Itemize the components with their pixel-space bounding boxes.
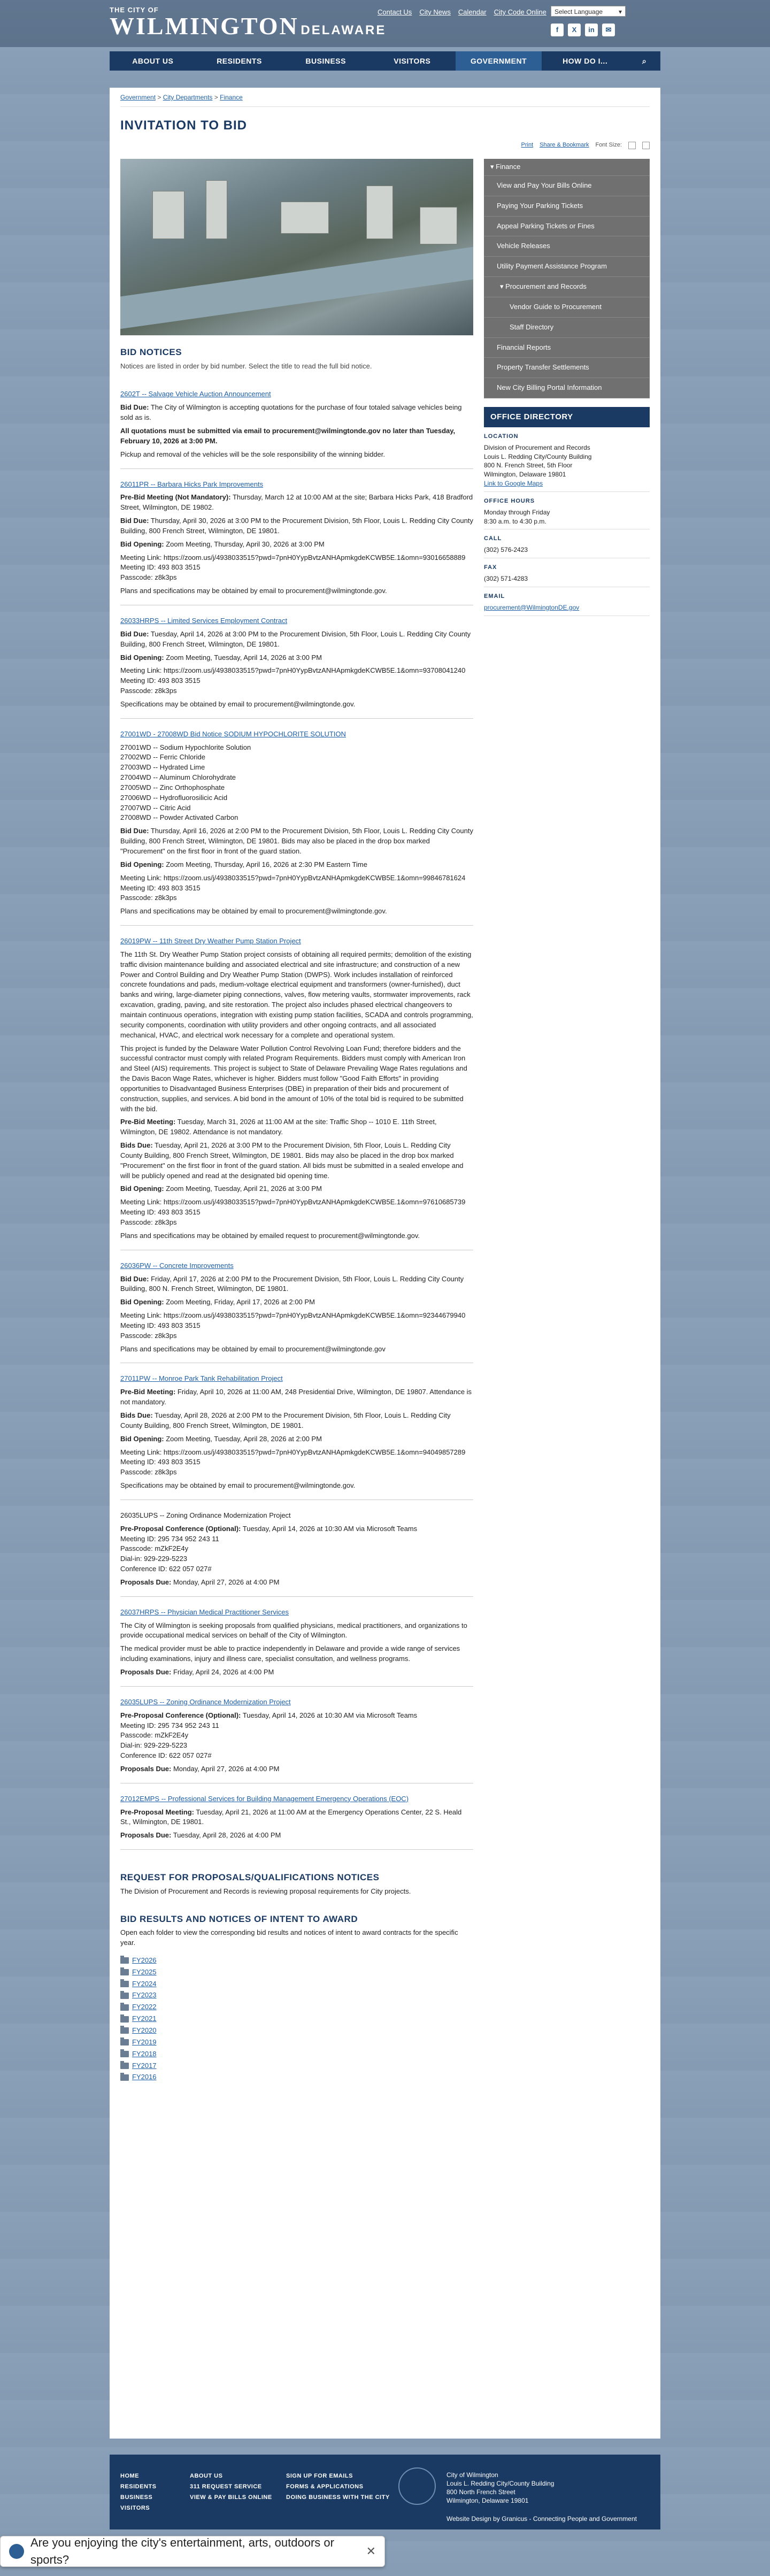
folder-item[interactable] <box>120 2014 473 2024</box>
office-directory <box>484 407 650 616</box>
bid-detail: Bid Opening: Zoom Meeting, Thursday, April 30, 2026 at 3:00 PM <box>120 540 325 548</box>
fax-label: FAX <box>484 564 497 571</box>
bid-detail: Proposals Due: Monday, April 27, 2026 at 4:00 PM <box>120 1578 280 1586</box>
nav-item-visitors[interactable]: VISITORS <box>394 56 431 65</box>
bid-notices-intro: Notices are listed in order by bid number. Select the title to read the full bid notice. <box>120 362 372 370</box>
phone-number[interactable]: (302) 576-2423 <box>484 546 528 554</box>
bid-title-link[interactable]: 27012EMPS -- Professional Services for Building Management Emergency Operations (EOC) <box>120 1794 409 1803</box>
bid-detail: Bid Due: Thursday, April 30, 2026 at 3:00 PM to the Procurement Division, 5th Floor, Louis L. Redding City County Building, 800 French Street, Wilmington, DE 19801. <box>120 517 473 535</box>
logo-small-text: THE CITY OF <box>110 6 159 14</box>
folder-item[interactable] <box>120 1990 473 2001</box>
language-select-label: Select Language <box>555 8 603 16</box>
folder-link[interactable]: FY2017 <box>132 2061 157 2070</box>
footer-link[interactable]: SIGN UP FOR EMAILS <box>286 2473 353 2479</box>
bid-title-link[interactable]: 26011PR -- Barbara Hicks Park Improvements <box>120 480 264 488</box>
folder-item[interactable] <box>120 2002 473 2012</box>
hours-text: Monday through Friday 8:30 a.m. to 4:30 p.m. <box>484 508 550 525</box>
photo-building <box>420 207 457 244</box>
bid-notice <box>120 1363 473 1500</box>
font-size-label: Font Size: <box>595 142 622 148</box>
folder-list <box>120 1956 473 2082</box>
folder-icon <box>120 1957 129 1964</box>
rfp-text: The Division of Procurement and Records is reviewing proposal requirements for City projects. <box>120 1887 411 1895</box>
bid-detail: Meeting Link: https://zoom.us/j/4938033515?pwd=7pnH0YypBvtzANHApmkgdeKCWB5E.1&omn=92344679940 Meeting ID: 493 803 3515 Passcode: z8k3ps <box>120 1311 466 1340</box>
sidebar-item-utility-payment-assistance-program[interactable]: Utility Payment Assistance Program <box>484 257 650 277</box>
chevron-down-icon: ▾ <box>618 8 622 16</box>
bid-detail: Plans and specifications may be obtained by email to procurement@wilmingtonde.gov. <box>120 907 387 916</box>
bid-detail: Bid Opening: Zoom Meeting, Friday, April 17, 2026 at 2:00 PM <box>120 1298 315 1306</box>
bid-list <box>120 379 473 1850</box>
folder-icon <box>120 2051 129 2057</box>
folder-icon <box>120 2027 129 2034</box>
email-icon[interactable]: ✉ <box>602 24 615 36</box>
bid-title-link[interactable]: 26033HRPS -- Limited Services Employment Contract <box>120 616 288 625</box>
sidebar-item-financial-reports[interactable]: Financial Reports <box>484 338 650 358</box>
city-seal-icon <box>398 2467 436 2505</box>
folder-item[interactable] <box>120 2037 473 2048</box>
sidebar-item-paying-your-parking-tickets[interactable]: Paying Your Parking Tickets <box>484 196 650 217</box>
photo-building <box>152 191 184 239</box>
top-link-city-news[interactable]: City News <box>419 8 451 16</box>
bid-detail: Pre-Proposal Meeting: Tuesday, April 21, 2026 at 11:00 AM at the Emergency Operations Center, 22 S. Heald St., Wilmington, DE 19801. <box>120 1808 462 1826</box>
bid-notice <box>120 1597 473 1687</box>
survey-bar <box>0 2536 385 2567</box>
bid-detail: The City of Wilmington is seeking proposals from qualified physicians, medical practitioners, and organizations to provide occupational medical services on behalf of the City of Wilmington. <box>120 1621 467 1640</box>
nav-item-government[interactable]: GOVERNMENT <box>456 51 542 71</box>
folder-item[interactable] <box>120 1956 473 1966</box>
office-directory-heading: OFFICE DIRECTORY <box>484 407 650 427</box>
footer-credit[interactable]: Website Design by Granicus - Connecting People and Government <box>446 2515 637 2523</box>
sidebar-menu-header[interactable]: ▾ Finance <box>484 159 650 176</box>
bid-detail: Bids Due: Tuesday, April 28, 2026 at 2:00 PM to the Procurement Division, 5th Floor, Louis L. Redding City County Building, 800 French Street, Wilmington, DE 19801. <box>120 1411 451 1429</box>
folder-link[interactable]: FY2025 <box>132 1967 157 1976</box>
bid-title: 26035LUPS -- Zoning Ordinance Modernization Project <box>120 1511 291 1519</box>
bid-detail: Bid Opening: Zoom Meeting, Tuesday, April 28, 2026 at 2:00 PM <box>120 1434 322 1443</box>
sidebar <box>484 159 650 616</box>
bid-detail: Bid Due: Tuesday, April 14, 2026 at 3:00 PM to the Procurement Division, 5th Floor, Louis L. Redding City County Building, 800 French Street, Wilmington, DE 19801. <box>120 629 471 648</box>
hours-label: OFFICE HOURS <box>484 497 535 504</box>
footer-link[interactable]: BUSINESS <box>120 2494 153 2501</box>
bid-detail: Bid Due: The City of Wilmington is accepting quotations for the purchase of four totaled salvage vehicles being sold as is. <box>120 403 462 422</box>
bid-detail: Bid Opening: Zoom Meeting, Tuesday, April 21, 2026 at 3:00 PM <box>120 1185 322 1193</box>
bid-detail: Meeting Link: https://zoom.us/j/4938033515?pwd=7pnH0YypBvtzANHApmkgdeKCWB5E.1&omn=93708041240 Meeting ID: 493 803 3515 Passcode: z8k3ps <box>120 666 466 695</box>
share-link[interactable]: Share & Bookmark <box>540 142 589 148</box>
breadcrumb <box>120 93 650 107</box>
google-maps-link[interactable]: Link to Google Maps <box>484 480 543 487</box>
breadcrumb-link[interactable]: Government <box>120 94 156 101</box>
search-icon[interactable]: ⌕ <box>642 56 647 65</box>
folder-link[interactable]: FY2016 <box>132 2073 157 2081</box>
bid-notices-heading: BID NOTICES <box>120 347 182 357</box>
font-increase-button[interactable] <box>642 142 650 149</box>
site-header <box>0 0 770 47</box>
photo-building <box>366 186 393 239</box>
sidebar-item-vendor-guide-to-procurement[interactable]: Vendor Guide to Procurement <box>484 297 650 318</box>
bid-detail: Proposals Due: Tuesday, April 28, 2026 at 4:00 PM <box>120 1831 281 1840</box>
results-heading: BID RESULTS AND NOTICES OF INTENT TO AWARD <box>120 1913 358 1924</box>
bid-detail: This project is funded by the Delaware Water Pollution Control Revolving Loan Fund; therefore bidders and the successful contractor must comply with related Program Requirements. Bidders must comply with American Iron and Steel (AIS) requirements. This project is subject to State of Delaware Prevailing Wage Rates regulations and the Davis Bacon Wage Rates, whichever is higher. Bidders must follow "Good Faith Efforts" in providing opportunities to Disadvantaged Business Enterprises (DBE) in preparation of their bids and procurement of construction, supplies, and services. A bid bond in the amount of 10% of the total bid is required to be submitted with the bid. <box>120 1044 467 1113</box>
footer-link[interactable]: VIEW & PAY BILLS ONLINE <box>190 2494 272 2501</box>
footer-link[interactable]: VISITORS <box>120 2505 150 2511</box>
folder-item[interactable] <box>120 1967 473 1978</box>
folder-icon <box>120 2039 129 2046</box>
folder-item[interactable] <box>120 2072 473 2082</box>
survey-question[interactable]: Are you enjoying the city's entertainment, arts, outdoors or sports? <box>30 2536 334 2566</box>
logo-wordmark: WILMINGTON <box>110 12 299 40</box>
main-nav <box>110 51 660 71</box>
bid-detail: Bid Due: Friday, April 17, 2026 at 2:00 PM to the Procurement Division, 5th Floor, Louis L. Redding City County Building, 800 N. French Street, Wilmington, DE 19801. <box>120 1274 464 1293</box>
bid-title-link[interactable]: 26037HRPS -- Physician Medical Practitioner Services <box>120 1608 289 1616</box>
page-title: INVITATION TO BID <box>120 118 247 133</box>
footer-link[interactable]: FORMS & APPLICATIONS <box>286 2483 364 2490</box>
folder-icon <box>120 2063 129 2069</box>
sidebar-menu <box>484 159 650 398</box>
folder-icon <box>120 1969 129 1975</box>
sidebar-item-new-city-billing-portal-information[interactable]: New City Billing Portal Information <box>484 378 650 398</box>
folder-link[interactable]: FY2026 <box>132 1956 157 1964</box>
sidebar-item-procurement-and-records[interactable]: ▾ Procurement and Records <box>484 277 650 297</box>
folder-item[interactable] <box>120 2061 473 2071</box>
bid-title-link[interactable]: 27001WD - 27008WD Bid Notice SODIUM HYPOCHLORITE SOLUTION <box>120 729 346 738</box>
page-tools <box>521 141 650 150</box>
x-icon[interactable]: X <box>568 24 581 36</box>
folder-link[interactable]: FY2024 <box>132 1979 157 1988</box>
bid-detail: Specifications may be obtained by email to procurement@wilmingtonde.gov. <box>120 699 356 708</box>
breadcrumb-link[interactable]: Finance <box>220 94 243 101</box>
sidebar-item-appeal-parking-tickets-or-fines[interactable]: Appeal Parking Tickets or Fines <box>484 217 650 237</box>
sidebar-item-view-and-pay-your-bills-online[interactable]: View and Pay Your Bills Online <box>484 176 650 196</box>
call-label: CALL <box>484 535 502 542</box>
breadcrumb-separator: > <box>212 94 220 101</box>
bid-detail: Bids Due: Tuesday, April 21, 2026 at 3:00 PM to the Procurement Division, 5th Floor, Louis L. Redding City County Building, 800 French Street, Wilmington, DE 19801. Bids may also be placed in the drop box marked "Procurement" on the first floor in front of the guard station. All bids must be submitted in a sealed envelope and will be publicly opened and read at the designated bid opening time. <box>120 1141 464 1180</box>
utility-links <box>378 7 546 18</box>
footer-link[interactable]: 311 REQUEST SERVICE <box>190 2483 262 2490</box>
footer-link[interactable]: DOING BUSINESS WITH THE CITY <box>286 2494 390 2501</box>
chat-icon <box>9 2544 24 2559</box>
bid-detail: Specifications may be obtained by email to procurement@wilmingtonde.gov. <box>120 1481 356 1490</box>
bid-detail: Pre-Bid Meeting: Tuesday, March 31, 2026 at 11:00 AM at the site: Traffic Shop -- 1010 E. 11th Street, Wilmington, DE 19802. Attendance is not mandatory. <box>120 1118 437 1136</box>
logo-state: DELAWARE <box>301 23 387 37</box>
bid-detail: All quotations must be submitted via email to procurement@wilmingtonde.gov no later than Tuesday, February 10, 2026 at 3:00 PM. <box>120 427 456 445</box>
bid-notice <box>120 719 473 926</box>
bid-detail: Pickup and removal of the vehicles will be the sole responsibility of the winning bidder. <box>120 450 385 458</box>
bid-detail: The 11th St. Dry Weather Pump Station project consists of obtaining all required permits; demolition of the existing traffic division maintenance building and associated electrical and site infrastructure; and construction of a new Power and Control Building and Dry Weather Pump Station (DWPS). Work includes installation of reinforced concrete foundations and pads, medium-voltage electrical equipment and transformers (owner-furnished), duct banks and wiring, large-diameter piping connections, valves, flow metering vaults, stormwater improvements, rack excavation, grading, paving, and site restoration. The project also includes phased electrical changeovers to maintain continuous operations, integration with existing pump station facilities, SCADA and controls programming, security components, coordination with utility providers and other ongoing contracts, and all associated mechanical, HVAC, and electrical work necessary for a complete and operational system. <box>120 950 473 1039</box>
rfp-heading: REQUEST FOR PROPOSALS/QUALIFICATIONS NOTICES <box>120 1872 380 1883</box>
folder-icon <box>120 2074 129 2081</box>
bid-detail: Meeting Link: https://zoom.us/j/4938033515?pwd=7pnH0YypBvtzANHApmkgdeKCWB5E.1&omn=93016658889 Meeting ID: 493 803 3515 Passcode: z8k3ps <box>120 553 466 582</box>
top-link-city-code-online[interactable]: City Code Online <box>494 8 546 16</box>
bid-title-link[interactable]: 26019PW -- 11th Street Dry Weather Pump Station Project <box>120 937 301 945</box>
bid-title-link[interactable]: 27011PW -- Monroe Park Tank Rehabilitation Project <box>120 1374 283 1383</box>
bid-detail: Pre-Bid Meeting (Not Mandatory): Thursday, March 12 at 10:00 AM at the site; Barbara Hicks Park, 418 Bradford Street, Wilmington, DE 19802. <box>120 493 473 512</box>
main-panel <box>110 88 660 2439</box>
folder-item[interactable] <box>120 2049 473 2059</box>
bid-notice <box>120 469 473 605</box>
bid-detail: Plans and specifications may be obtained by email to procurement@wilmingtonde.gov. <box>120 587 387 595</box>
facebook-icon[interactable]: f <box>551 24 564 36</box>
site-footer <box>110 2455 660 2529</box>
bid-detail: Proposals Due: Monday, April 27, 2026 at 4:00 PM <box>120 1764 280 1773</box>
print-link[interactable]: Print <box>521 142 534 148</box>
folder-link[interactable]: FY2022 <box>132 2003 157 2011</box>
content-column <box>120 159 473 2084</box>
top-link-calendar[interactable]: Calendar <box>458 8 487 16</box>
bid-detail: Pre-Bid Meeting: Friday, April 10, 2026 at 11:00 AM, 248 Presidential Drive, Wilmington, DE 19807. Attendance is not mandatory. <box>120 1388 472 1406</box>
breadcrumb-separator: > <box>156 94 163 101</box>
email-label: EMAIL <box>484 593 505 599</box>
bid-title-link[interactable]: 2602T -- Salvage Vehicle Auction Announcement <box>120 390 271 398</box>
folder-item[interactable] <box>120 2026 473 2036</box>
bid-detail: Bid Due: Thursday, April 16, 2026 at 2:00 PM to the Procurement Division, 5th Floor, Louis L. Redding City County Building, 800 French Street, Wilmington, DE 19801. Bids may also be placed in the drop box marked "Procurement" on the first floor in front of the guard station. <box>120 827 473 856</box>
bid-notice <box>120 1783 473 1850</box>
city-logo[interactable] <box>110 6 386 40</box>
bid-detail: 27001WD -- Sodium Hypochlorite Solution 27002WD -- Ferric Chloride 27003WD -- Hydrated Lime 27004WD -- Aluminum Chlorohydrate 27005WD -- Zinc Orthophosphate 27006WD -- Hydrofluorosilicic Acid 27007WD -- Citric Acid 27008WD -- Powder Activated Carbon <box>120 743 251 822</box>
email-link[interactable]: procurement@WilmingtonDE.gov <box>484 603 580 611</box>
social-links <box>551 24 615 36</box>
photo-river <box>120 243 473 331</box>
close-icon[interactable]: ✕ <box>366 2544 376 2558</box>
sidebar-item-staff-directory[interactable]: Staff Directory <box>484 318 650 338</box>
footer-address: City of Wilmington Louis L. Redding City/County Building 800 North French Street Wilmington, Delaware 19801 <box>446 2471 555 2504</box>
folder-icon <box>120 2016 129 2023</box>
folder-item[interactable] <box>120 1979 473 1989</box>
sidebar-item-vehicle-releases[interactable]: Vehicle Releases <box>484 236 650 257</box>
fax-number: (302) 571-4283 <box>484 575 528 582</box>
bid-notice <box>120 1500 473 1597</box>
bid-notice <box>120 926 473 1250</box>
bid-notice <box>120 1250 473 1364</box>
folder-link[interactable]: FY2018 <box>132 2049 157 2058</box>
folder-link[interactable]: FY2021 <box>132 2014 157 2023</box>
footer-col-2 <box>190 2471 272 2503</box>
sidebar-menu-header-label: Finance <box>496 163 521 171</box>
bid-title-link[interactable]: 26036PW -- Concrete Improvements <box>120 1261 234 1270</box>
bid-detail: The medical provider must be able to practice independently in Delaware and provide a wide range of services including examinations, injury and illness care, specialist consultation, and wellness programs. <box>120 1644 460 1663</box>
folder-link[interactable]: FY2023 <box>132 1991 157 2000</box>
nav-item-about-us[interactable]: ABOUT US <box>132 56 174 65</box>
footer-link[interactable]: ABOUT US <box>190 2473 223 2479</box>
bid-detail: Meeting Link: https://zoom.us/j/4938033515?pwd=7pnH0YypBvtzANHApmkgdeKCWB5E.1&omn=97610685739 Meeting ID: 493 803 3515 Passcode: z8k3ps <box>120 1198 466 1227</box>
folder-link[interactable]: FY2019 <box>132 2037 157 2046</box>
bid-notice <box>120 1687 473 1783</box>
bid-detail: Meeting Link: https://zoom.us/j/4938033515?pwd=7pnH0YypBvtzANHApmkgdeKCWB5E.1&omn=94049857289 Meeting ID: 493 803 3515 Passcode: z8k3ps <box>120 1448 466 1477</box>
bid-detail: Plans and specifications may be obtained by email to procurement@wilmingtonde.gov <box>120 1344 386 1353</box>
bid-detail: Pre-Proposal Conference (Optional): Tuesday, April 14, 2026 at 10:30 AM via Microsoft Teams Meeting ID: 295 734 952 243 11 Passcode: mZkF2E4y Dial-in: 929-229-5223 Conference ID: 622 057 027# <box>120 1524 418 1573</box>
language-select[interactable] <box>551 6 626 17</box>
photo-building <box>206 180 227 239</box>
bid-detail: Bid Opening: Zoom Meeting, Thursday, April 16, 2026 at 2:30 PM Eastern Time <box>120 860 367 868</box>
sidebar-item-property-transfer-settlements[interactable]: Property Transfer Settlements <box>484 358 650 378</box>
bid-notice <box>120 379 473 468</box>
linkedin-icon[interactable]: in <box>585 24 598 36</box>
footer-col-1 <box>120 2471 156 2513</box>
nav-item-how-do-i[interactable]: HOW DO I... <box>563 56 608 65</box>
bid-detail: Proposals Due: Friday, April 24, 2026 at 4:00 PM <box>120 1668 274 1677</box>
city-aerial-photo <box>120 159 473 335</box>
folder-icon <box>120 2004 129 2011</box>
bid-notice <box>120 605 473 719</box>
breadcrumb-link[interactable]: City Departments <box>163 94 213 101</box>
location-label: LOCATION <box>484 433 519 440</box>
top-link-contact-us[interactable]: Contact Us <box>378 8 412 16</box>
footer-col-3 <box>286 2471 390 2503</box>
bid-detail: Bid Opening: Zoom Meeting, Tuesday, April 14, 2026 at 3:00 PM <box>120 653 322 662</box>
nav-item-business[interactable]: BUSINESS <box>305 56 346 65</box>
location-text: Division of Procurement and Records Louis L. Redding City/County Building 800 N. French Street, 5th Floor Wilmington, Delaware 19801 <box>484 443 592 479</box>
bid-detail: Pre-Proposal Conference (Optional): Tuesday, April 14, 2026 at 10:30 AM via Microsoft Teams Meeting ID: 295 734 952 243 11 Passcode: mZkF2E4y Dial-in: 929-229-5223 Conference ID: 622 057 027# <box>120 1711 418 1760</box>
footer-link[interactable]: RESIDENTS <box>120 2483 157 2490</box>
folder-link[interactable]: FY2020 <box>132 2026 157 2035</box>
footer-link[interactable]: HOME <box>120 2473 139 2479</box>
results-text: Open each folder to view the corresponding bid results and notices of intent to award contracts for the specific year. <box>120 1928 458 1947</box>
folder-icon <box>120 1993 129 1999</box>
folder-icon <box>120 1981 129 1987</box>
photo-building <box>281 202 329 234</box>
nav-item-residents[interactable]: RESIDENTS <box>217 56 262 65</box>
bid-detail: Plans and specifications may be obtained by emailed request to procurement@wilmingtonde.gov. <box>120 1231 420 1240</box>
bid-title-link[interactable]: 26035LUPS -- Zoning Ordinance Modernization Project <box>120 1697 291 1706</box>
font-decrease-button[interactable] <box>628 142 636 149</box>
bid-detail: Meeting Link: https://zoom.us/j/4938033515?pwd=7pnH0YypBvtzANHApmkgdeKCWB5E.1&omn=99846781624 Meeting ID: 493 803 3515 Passcode: z8k3ps <box>120 873 466 902</box>
